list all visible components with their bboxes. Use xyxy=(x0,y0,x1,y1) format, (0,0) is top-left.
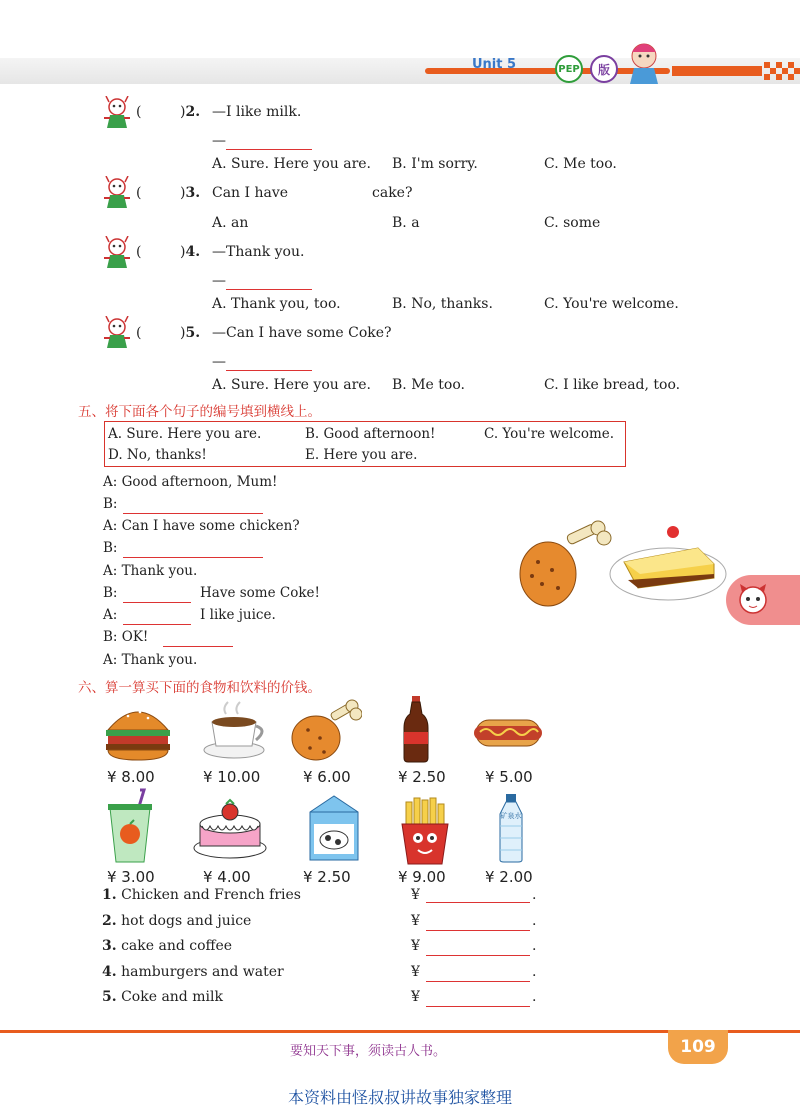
calc-3-blank[interactable] xyxy=(426,938,530,956)
calc-1-number: 1. xyxy=(102,887,117,903)
dialogue-line-1: A: Good afternoon, Mum! xyxy=(103,474,278,490)
calc-5-number: 5. xyxy=(102,989,117,1005)
q4-option-a: A. Thank you, too. xyxy=(212,296,341,312)
milk-carton-icon xyxy=(304,790,364,864)
price-cola: ¥ 2.50 xyxy=(398,768,446,786)
coffee-icon xyxy=(198,700,270,762)
dialogue-line-6-text: Have some Coke! xyxy=(200,585,320,601)
q3-prompt-start: Can I have xyxy=(212,185,289,201)
checker-decoration xyxy=(672,62,800,80)
dialogue-line-6-speaker: B: xyxy=(103,585,118,601)
price-chicken: ¥ 6.00 xyxy=(303,768,351,786)
q4-number: 4. xyxy=(185,244,201,260)
q2-close-paren: ) xyxy=(180,104,186,120)
cartoon-cat-icon xyxy=(736,582,770,618)
q5-open-paren: ( xyxy=(136,325,142,341)
water-bottle-icon xyxy=(496,792,526,864)
price-french-fries: ¥ 9.00 xyxy=(398,868,446,886)
price-hot-dog: ¥ 5.00 xyxy=(485,768,533,786)
mascot-icon xyxy=(102,236,132,270)
section-5-title: 五、将下面各个句子的编号填到横线上。 xyxy=(78,404,321,420)
dialogue-line-7-speaker: A: xyxy=(103,607,118,623)
unit-label: Unit 5 xyxy=(472,57,517,72)
dialogue-blank-4[interactable] xyxy=(123,609,191,625)
q2-number: 2. xyxy=(185,104,201,120)
dialogue-line-9: A: Thank you. xyxy=(103,652,198,668)
calc-5-yen: ¥ xyxy=(411,989,420,1005)
q5-option-b: B. Me too. xyxy=(392,377,465,393)
q5-option-c: C. I like bread, too. xyxy=(544,377,681,393)
dialogue-line-8: B: OK! xyxy=(103,629,149,645)
calc-1-yen: ¥ xyxy=(411,887,420,903)
calc-3-text: cake and coffee xyxy=(121,938,233,954)
q4-dash: — xyxy=(212,273,226,289)
price-coffee: ¥ 10.00 xyxy=(203,768,261,786)
calc-4-yen: ¥ xyxy=(411,964,420,980)
calc-2-blank[interactable] xyxy=(426,913,530,931)
hot-dog-icon xyxy=(472,708,544,758)
chicken-and-cake-illustration xyxy=(518,518,730,610)
mascot-icon xyxy=(102,96,132,130)
cartoon-girl-icon xyxy=(622,38,668,86)
dialogue-line-4: B: xyxy=(103,540,118,556)
q2-option-a: A. Sure. Here you are. xyxy=(212,156,371,172)
q3-option-a: A. an xyxy=(212,215,249,231)
q5-dash: — xyxy=(212,354,226,370)
calc-4-number: 4. xyxy=(102,964,117,980)
q3-number: 3. xyxy=(185,185,201,201)
price-hamburger: ¥ 8.00 xyxy=(107,768,155,786)
q4-open-paren: ( xyxy=(136,244,142,260)
box-option-e: E. Here you are. xyxy=(305,447,418,463)
q5-close-paren: ) xyxy=(180,325,186,341)
box-option-d: D. No, thanks! xyxy=(108,447,207,463)
q3-close-paren: ) xyxy=(180,185,186,201)
price-water: ¥ 2.00 xyxy=(485,868,533,886)
mascot-icon xyxy=(102,176,132,210)
chicken-leg-icon xyxy=(290,698,362,764)
q4-prompt: —Thank you. xyxy=(212,244,305,260)
mascot-icon xyxy=(102,316,132,350)
q3-option-b: B. a xyxy=(392,215,420,231)
q2-prompt: —I like milk. xyxy=(212,104,302,120)
price-cake: ¥ 4.00 xyxy=(203,868,251,886)
calc-4-text: hamburgers and water xyxy=(121,964,284,980)
calc-2-period: . xyxy=(532,913,537,929)
calc-3-number: 3. xyxy=(102,938,117,954)
dialogue-blank-3[interactable] xyxy=(123,587,191,603)
french-fries-icon xyxy=(396,796,454,866)
calc-1-text: Chicken and French fries xyxy=(121,887,301,903)
dialogue-blank-5[interactable] xyxy=(163,631,233,647)
q4-answer-blank[interactable] xyxy=(226,273,312,290)
calc-1-period: . xyxy=(532,887,537,903)
q3-option-c: C. some xyxy=(544,215,601,231)
q4-close-paren: ) xyxy=(180,244,186,260)
edition-badge: 版 xyxy=(590,55,618,83)
dialogue-blank-1[interactable] xyxy=(123,498,263,514)
q2-dash: — xyxy=(212,133,226,149)
q5-answer-blank[interactable] xyxy=(226,354,312,371)
calc-5-text: Coke and milk xyxy=(121,989,223,1005)
calc-2-text: hot dogs and juice xyxy=(121,913,252,929)
dialogue-line-7-text: I like juice. xyxy=(200,607,276,623)
box-option-c: C. You're welcome. xyxy=(484,426,615,442)
pep-badge: PEP xyxy=(555,55,583,83)
price-juice: ¥ 3.00 xyxy=(107,868,155,886)
dialogue-blank-2[interactable] xyxy=(123,542,263,558)
q3-open-paren: ( xyxy=(136,185,142,201)
footer-motto: 要知天下事，须读古人书。 xyxy=(290,1044,447,1059)
dialogue-line-2: B: xyxy=(103,496,118,512)
calc-3-yen: ¥ xyxy=(411,938,420,954)
price-milk: ¥ 2.50 xyxy=(303,868,351,886)
hamburger-icon xyxy=(102,700,174,762)
cake-icon xyxy=(190,794,270,860)
box-option-a: A. Sure. Here you are. xyxy=(108,426,262,442)
calc-2-number: 2. xyxy=(102,913,117,929)
water-bottle-label: 矿泉水 xyxy=(500,812,522,820)
dialogue-line-3: A: Can I have some chicken? xyxy=(103,518,300,534)
q4-option-c: C. You're welcome. xyxy=(544,296,679,312)
dialogue-line-5: A: Thank you. xyxy=(103,563,198,579)
q5-number: 5. xyxy=(185,325,201,341)
cola-bottle-icon xyxy=(398,694,434,764)
q5-prompt: —Can I have some Coke? xyxy=(212,325,392,341)
q5-option-a: A. Sure. Here you are. xyxy=(212,377,371,393)
watermark-text: 本资料由怪叔叔讲故事独家整理 xyxy=(287,1088,512,1107)
q3-prompt-end: cake? xyxy=(372,185,413,201)
calc-3-period: . xyxy=(532,938,537,954)
calc-5-blank[interactable] xyxy=(426,989,530,1007)
q2-option-c: C. Me too. xyxy=(544,156,617,172)
calc-4-blank[interactable] xyxy=(426,964,530,982)
q4-option-b: B. No, thanks. xyxy=(392,296,493,312)
calc-5-period: . xyxy=(532,989,537,1005)
section-6-title: 六、算一算买下面的食物和饮料的价钱。 xyxy=(78,680,321,696)
calc-2-yen: ¥ xyxy=(411,913,420,929)
page-number: 109 xyxy=(668,1030,728,1064)
calc-4-period: . xyxy=(532,964,537,980)
q2-option-b: B. I'm sorry. xyxy=(392,156,478,172)
box-option-b: B. Good afternoon! xyxy=(305,426,436,442)
juice-cup-icon xyxy=(104,788,156,866)
q2-answer-blank[interactable] xyxy=(226,133,312,150)
calc-1-blank[interactable] xyxy=(426,887,530,903)
q2-open-paren: ( xyxy=(136,104,142,120)
